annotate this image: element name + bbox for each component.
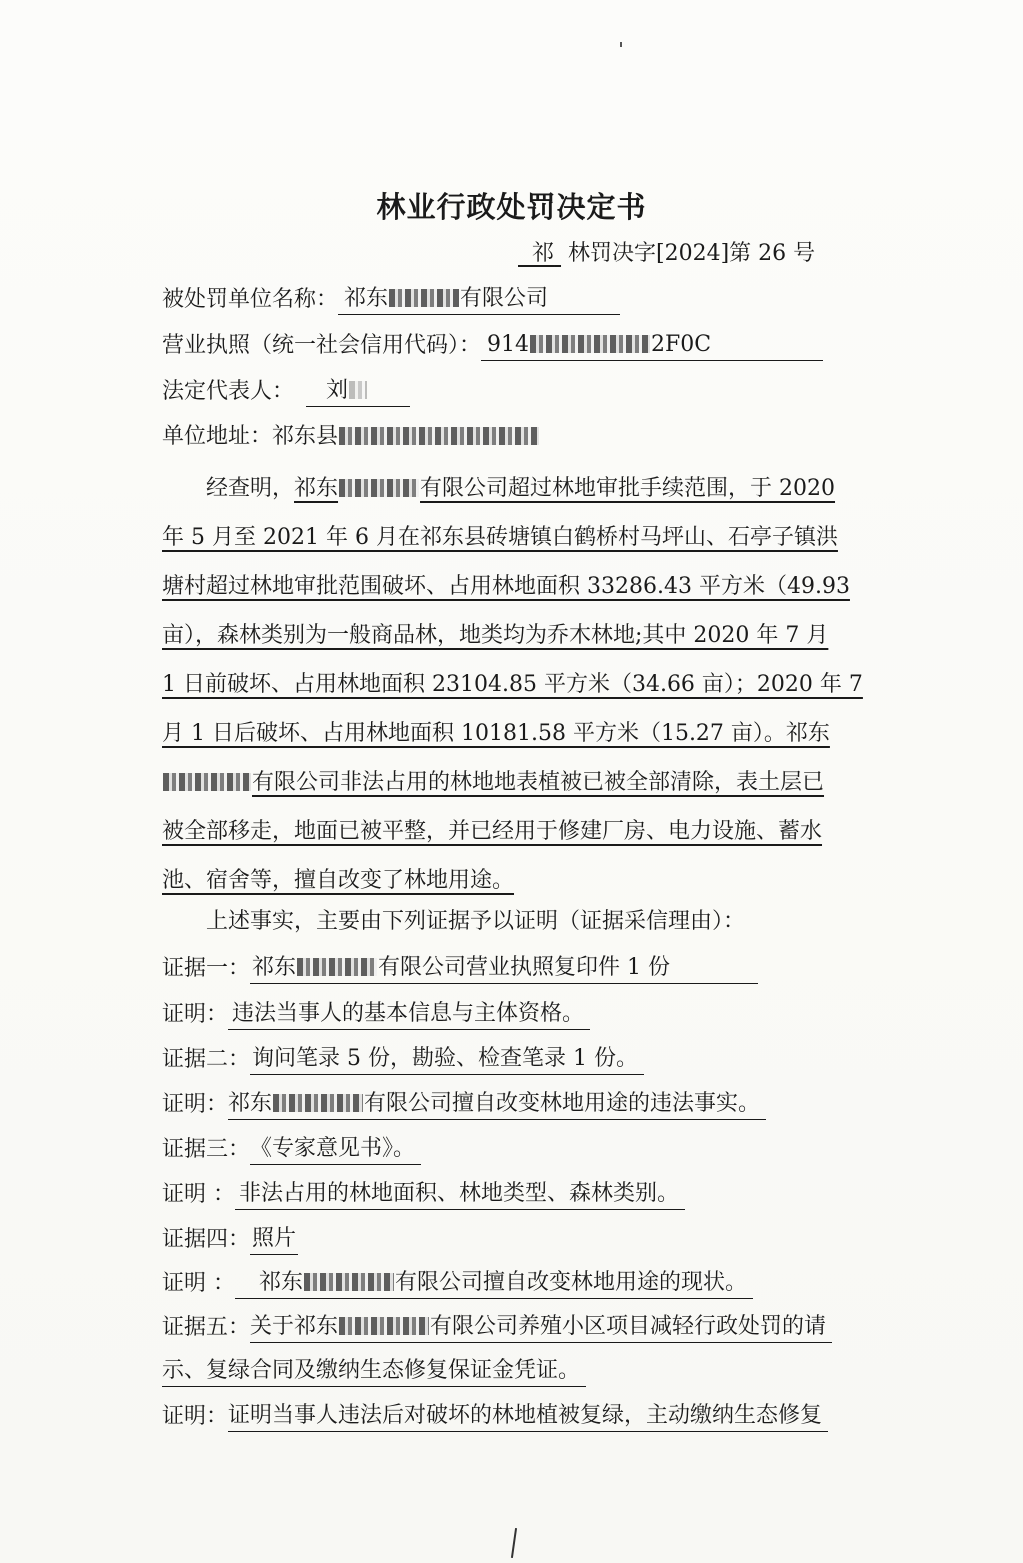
evidence-item-5: 证据五：关于祁东 有限公司养殖小区项目减轻行政处罚的请 [162, 1312, 832, 1343]
redaction-mark [349, 381, 367, 399]
facts-line: 池、宿舍等，擅自改变了林地用途。 [162, 868, 515, 893]
document-title: 林业行政处罚决定书 [376, 190, 647, 224]
redaction-mark [273, 1094, 363, 1112]
scan-speck [620, 42, 622, 47]
facts-paragraph [162, 464, 866, 905]
facts-line: 塘村超过林地审批范围破坏、占用林地面积 33286.43 平方米（49.93 [162, 574, 850, 599]
field-unit-label: 被处罚单位名称： [162, 287, 339, 312]
facts-line: 亩），森林类别为一般商品林，地类均为乔木林地;其中 2020 年 7 月 [162, 623, 829, 648]
evidence-item-5-cont: 示、复绿合同及缴纳生态修复保证金凭证。 [162, 1356, 586, 1387]
field-rep-label: 法定代表人： [162, 379, 295, 404]
facts-line: 月 1 日后破坏、占用林地面积 10181.58 平方米（15.27 亩）。祁东 [162, 721, 830, 746]
evidence-item-2: 证据二：询问笔录 5 份，勘验、检查笔录 1 份。 [162, 1044, 644, 1075]
facts-line: 年 5 月至 2021 年 6 月在祁东县砖塘镇白鹤桥村马坪山、石亭子镇洪 [162, 525, 838, 550]
evidence-intro: 上述事实，主要由下列证据予以证明（证据采信理由）： [206, 909, 746, 934]
facts-line: 被全部移走，地面已被平整，并已经用于修建厂房、电力设施、蓄水 [162, 819, 823, 844]
redaction-mark [339, 1317, 429, 1335]
redaction-mark [297, 958, 377, 976]
field-license [162, 330, 823, 361]
doc-number-prefix: 祁 [532, 241, 555, 266]
field-unit-name [162, 284, 620, 315]
document-number [518, 236, 815, 267]
field-representative [162, 376, 410, 407]
doc-number-rest: 林罚决字[2024]第 26 号 [561, 241, 816, 266]
pen-stroke-mark [511, 1528, 517, 1558]
evidence-proof-2: 证明：祁东 有限公司擅自改变林地用途的违法事实。 [162, 1089, 766, 1120]
field-addr-label: 单位地址： [162, 424, 273, 449]
field-addr-value: 祁东县 [272, 424, 540, 449]
redaction-mark [339, 427, 539, 445]
redaction-mark [304, 1273, 394, 1291]
field-rep-value: 刘 [306, 376, 410, 407]
facts-line: 1 日前破坏、占用林地面积 23104.85 平方米（34.66 亩）；2020 年 7 [162, 672, 863, 697]
evidence-item-1: 证据一：祁东 有限公司营业执照复印件 1 份 [162, 953, 758, 984]
field-address [162, 422, 540, 452]
evidence-proof-5: 证明：证明当事人违法后对破坏的林地植被复绿，主动缴纳生态修复 [162, 1401, 828, 1432]
evidence-proof-4: 证明 ： 祁东 有限公司擅自改变林地用途的现状。 [162, 1268, 753, 1299]
facts-line: 有限公司非法占用的林地地表植被已被全部清除，表土层已 [162, 758, 866, 807]
field-license-label: 营业执照（统一社会信用代码）： [162, 333, 482, 358]
redaction-mark [530, 335, 650, 353]
evidence-proof-3: 证明 ： 非法占用的林地面积、林地类型、森林类别。 [162, 1179, 685, 1210]
evidence-proof-1: 证明： 违法当事人的基本信息与主体资格。 [162, 999, 590, 1030]
field-license-value: 914 2F0C [481, 330, 823, 361]
evidence-item-4: 证据四：照片 [162, 1224, 298, 1255]
field-unit-value: 祁东 有限公司 [338, 284, 620, 315]
facts-line: 经查明，祁东 有限公司超过林地审批手续范围，于 2020 [206, 476, 836, 501]
redaction-mark [163, 773, 251, 791]
redaction-mark [339, 479, 419, 497]
evidence-item-3: 证据三：《专家意见书》。 [162, 1134, 421, 1165]
redaction-mark [389, 289, 459, 307]
